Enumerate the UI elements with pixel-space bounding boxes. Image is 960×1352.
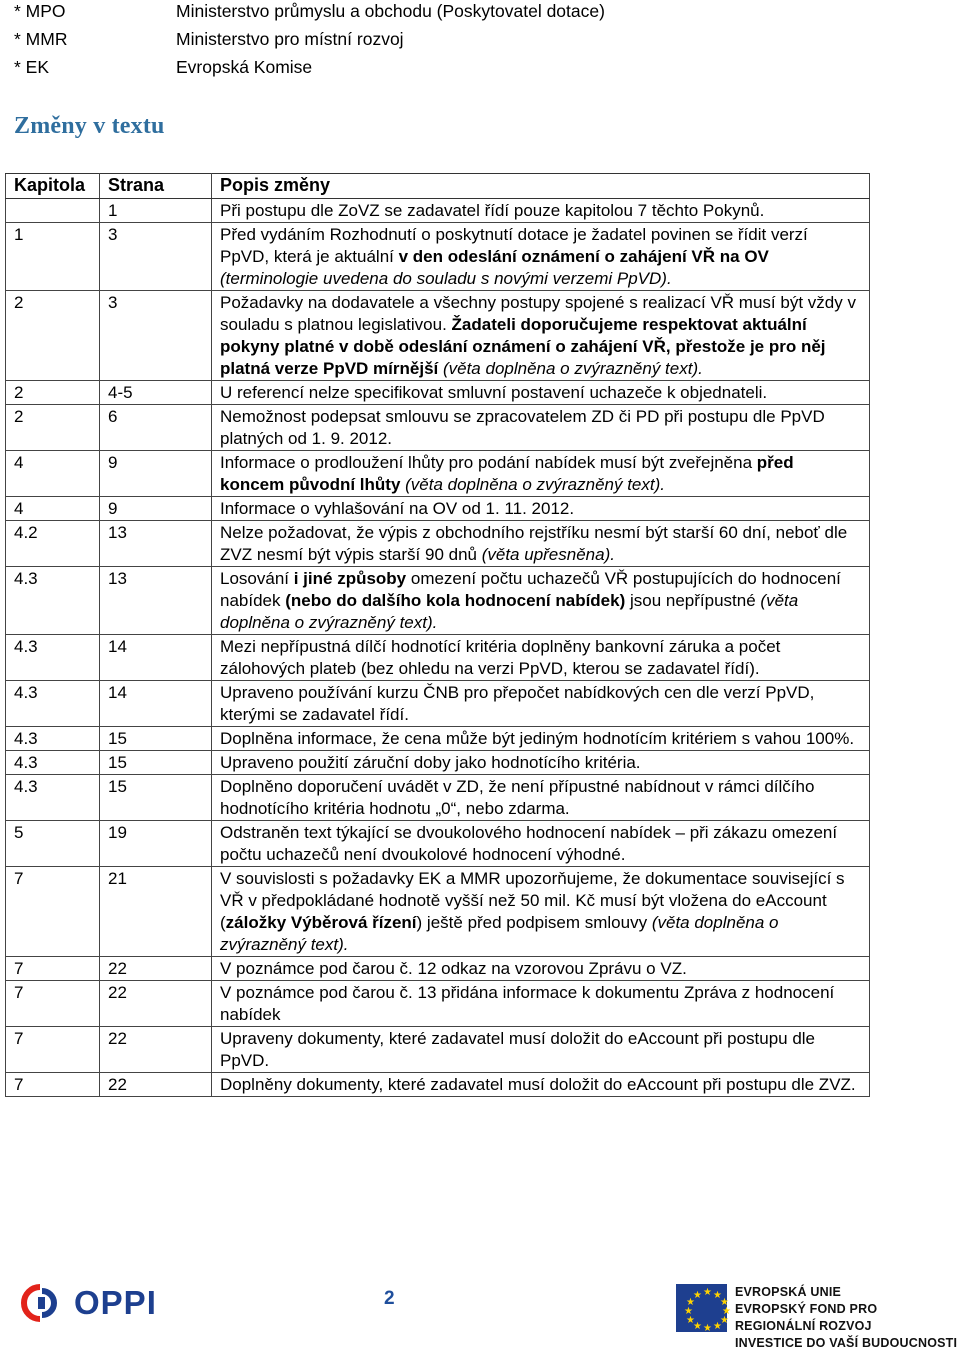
cell-kapitola: 2	[6, 405, 100, 451]
cell-kapitola: 4.3	[6, 635, 100, 681]
abbreviation-code: * EK	[14, 57, 50, 77]
cell-popis	[212, 635, 870, 681]
cell-strana: 14	[100, 635, 212, 681]
desc-segment: omezení počtu uchazečů VŘ postupujících do hodnocení nabídek	[220, 569, 841, 610]
desc-segment: Informace o prodloužení lhůty pro podání nabídek musí být zveřejněna	[220, 453, 757, 472]
desc-segment: Požadavky na dodavatele a všechny postupy spojené s realizací VŘ musí být vždy v souladu s platnou legislativou.	[220, 293, 856, 334]
page-number: 2	[384, 1288, 395, 1309]
cell-kapitola: 4.3	[6, 775, 100, 821]
column-header-popis: Popis změny	[212, 174, 870, 199]
cell-kapitola: 7	[6, 981, 100, 1027]
table-row	[6, 751, 870, 775]
cell-kapitola: 4	[6, 451, 100, 497]
cell-strana: 22	[100, 1027, 212, 1073]
cell-kapitola: 4	[6, 497, 100, 521]
cell-strana: 4-5	[100, 381, 212, 405]
cell-kapitola: 7	[6, 1073, 100, 1097]
cell-kapitola: 1	[6, 223, 100, 291]
table-row	[6, 1027, 870, 1073]
desc-segment: U referencí nelze specifikovat smluvní postavení uchazeče k objednateli.	[220, 383, 768, 402]
cell-kapitola: 4.2	[6, 521, 100, 567]
table-row	[6, 867, 870, 957]
abbreviation-row	[14, 28, 714, 56]
cell-popis	[212, 981, 870, 1027]
desc-segment: Upraveny dokumenty, které zadavatel musí doložit do eAccount při postupu dle PpVD.	[220, 1029, 816, 1070]
cell-strana: 9	[100, 451, 212, 497]
abbreviation-name: Ministerstvo průmyslu a obchodu (Poskytovatel dotace)	[176, 1, 605, 21]
column-header-strana: Strana	[100, 174, 212, 199]
cell-popis	[212, 567, 870, 635]
cell-strana: 3	[100, 223, 212, 291]
desc-segment: (věta upřesněna).	[481, 545, 615, 564]
cell-strana: 21	[100, 867, 212, 957]
cell-popis	[212, 497, 870, 521]
table-row	[6, 957, 870, 981]
desc-segment: Doplněny dokumenty, které zadavatel musí doložit do eAccount při postupu dle ZVZ.	[220, 1075, 856, 1094]
cell-strana: 15	[100, 751, 212, 775]
table-row	[6, 635, 870, 681]
cell-kapitola: 7	[6, 957, 100, 981]
desc-segment: Nemožnost podepsat smlouvu se zpracovatelem ZD či PD při postupu dle PpVD platných od 1. 9. 2012.	[220, 407, 825, 448]
desc-segment: jsou nepřípustné	[625, 591, 761, 610]
cell-strana: 22	[100, 1073, 212, 1097]
section-heading: Změny v textu	[14, 113, 165, 139]
cell-popis	[212, 223, 870, 291]
cell-popis	[212, 727, 870, 751]
cell-popis	[212, 957, 870, 981]
cell-strana: 15	[100, 775, 212, 821]
cell-strana: 22	[100, 981, 212, 1027]
cell-strana: 9	[100, 497, 212, 521]
cell-strana: 15	[100, 727, 212, 751]
table-row	[6, 381, 870, 405]
abbreviation-code: * MPO	[14, 1, 66, 21]
cell-kapitola: 7	[6, 867, 100, 957]
desc-segment: Doplněno doporučení uvádět v ZD, že není přípustné nabídnout v rámci dílčího hodnotícího kritéria hodnotu „0“, nebo zdarma.	[220, 777, 815, 818]
desc-segment: Mezi nepřípustná dílčí hodnotící kritéria doplněny bankovní záruka a počet zálohových plateb (bez ohledu na verzi PpVD, kterou se zadavatel řídí).	[220, 637, 781, 678]
cell-strana: 13	[100, 521, 212, 567]
abbreviation-row	[14, 0, 714, 28]
desc-segment: Upraveno použití záruční doby jako hodnotícího kritéria.	[220, 753, 641, 772]
eu-flag-icon: ★ ★ ★ ★ ★ ★ ★ ★ ★ ★ ★ ★	[676, 1284, 727, 1332]
desc-segment: V souvislosti s požadavky EK a MMR upozorňujeme, že dokumentace související s VŘ v předpokládané hodnotě vyšší než 50 mil. Kč musí být vložena do eAccount (	[220, 869, 845, 932]
desc-segment: i jiné způsoby	[293, 569, 407, 588]
cell-strana: 19	[100, 821, 212, 867]
cell-popis	[212, 867, 870, 957]
cell-popis	[212, 1027, 870, 1073]
table-row	[6, 775, 870, 821]
table-row	[6, 199, 870, 223]
cell-strana: 3	[100, 291, 212, 381]
oppi-mark-icon	[18, 1283, 68, 1323]
desc-segment: záložky Výběrová řízení	[225, 913, 417, 932]
cell-kapitola: 2	[6, 381, 100, 405]
cell-popis	[212, 821, 870, 867]
eu-line: EVROPSKÁ UNIE	[734, 1285, 842, 1299]
eu-line: EVROPSKÝ FOND PRO REGIONÁLNÍ ROZVOJ	[734, 1302, 878, 1333]
desc-segment: Před vydáním Rozhodnutí o poskytnutí dotace je žadatel povinen se řídit verzí PpVD, která je aktuální	[220, 225, 808, 266]
desc-segment: (věta doplněna o zvýrazněný text).	[438, 359, 703, 378]
cell-kapitola: 4.3	[6, 567, 100, 635]
cell-popis	[212, 681, 870, 727]
abbreviation-row	[14, 56, 714, 84]
cell-popis	[212, 775, 870, 821]
desc-segment: před koncem původní lhůty	[220, 453, 794, 494]
desc-segment: Upraveno používání kurzu ČNB pro přepočet nabídkových cen dle verzí PpVD, kterými se zadavatel řídí.	[220, 683, 815, 724]
table-header-row	[6, 174, 870, 199]
desc-segment: (terminologie uvedena do souladu s novými verzemi PpVD).	[220, 269, 672, 288]
column-header-kapitola: Kapitola	[6, 174, 100, 199]
table-row	[6, 291, 870, 381]
desc-segment: Doplněna informace, že cena může být jediným hodnotícím kritériem s vahou 100%.	[220, 729, 855, 748]
desc-segment: (věta doplněna o zvýrazněný text).	[220, 913, 779, 954]
cell-strana: 14	[100, 681, 212, 727]
desc-segment: Losování	[220, 569, 294, 588]
desc-segment: v den odeslání oznámení o zahájení VŘ na OV	[398, 247, 769, 266]
table-row	[6, 223, 870, 291]
changes-table	[5, 173, 870, 1097]
eu-logo	[676, 1284, 960, 1352]
cell-kapitola: 2	[6, 291, 100, 381]
cell-kapitola: 7	[6, 1027, 100, 1073]
oppi-logo	[18, 1283, 157, 1323]
cell-strana: 6	[100, 405, 212, 451]
cell-kapitola: 4.3	[6, 727, 100, 751]
cell-strana: 1	[100, 199, 212, 223]
cell-popis	[212, 199, 870, 223]
table-row	[6, 1073, 870, 1097]
table-row	[6, 405, 870, 451]
desc-segment: (nebo do dalšího kola hodnocení nabídek)	[285, 591, 626, 610]
abbreviation-name: Evropská Komise	[176, 57, 313, 77]
oppi-wordmark: OPPI	[74, 1284, 157, 1321]
desc-segment: V poznámce pod čarou č. 13 přidána informace k dokumentu Zpráva z hodnocení nabídek	[220, 983, 835, 1024]
cell-popis	[212, 1073, 870, 1097]
cell-strana: 13	[100, 567, 212, 635]
abbreviation-code: * MMR	[14, 29, 68, 49]
table-row	[6, 521, 870, 567]
cell-kapitola: 4.3	[6, 751, 100, 775]
cell-kapitola: 5	[6, 821, 100, 867]
table-row	[6, 981, 870, 1027]
cell-kapitola	[6, 199, 100, 223]
abbreviation-name: Ministerstvo pro místní rozvoj	[176, 29, 404, 49]
eu-line: INVESTICE DO VAŠÍ BUDOUCNOSTI	[734, 1336, 958, 1350]
table-row	[6, 681, 870, 727]
cell-strana: 22	[100, 957, 212, 981]
desc-segment: Žadateli doporučujeme respektovat aktuální pokyny platné v době odeslání oznámení o zahájení VŘ, přestože je pro něj platná verze PpVD mírnější	[220, 315, 826, 378]
table-row	[6, 821, 870, 867]
cell-popis	[212, 291, 870, 381]
cell-popis	[212, 751, 870, 775]
table-row	[6, 727, 870, 751]
table-row	[6, 451, 870, 497]
cell-popis	[212, 381, 870, 405]
eu-text	[735, 1284, 960, 1352]
desc-segment: V poznámce pod čarou č. 12 odkaz na vzorovou Zprávu o VZ.	[220, 959, 687, 978]
cell-popis	[212, 521, 870, 567]
desc-segment: Při postupu dle ZoVZ se zadavatel řídí pouze kapitolou 7 těchto Pokynů.	[220, 201, 765, 220]
cell-popis	[212, 405, 870, 451]
desc-segment: Informace o vyhlašování na OV od 1. 11. 2012.	[220, 499, 575, 518]
desc-segment: (věta doplněna o zvýrazněný text).	[400, 475, 665, 494]
cell-kapitola: 4.3	[6, 681, 100, 727]
abbreviation-list	[14, 0, 714, 84]
desc-segment: Odstraněn text týkající se dvoukolového hodnocení nabídek – při zákazu omezení počtu uchazečů není dvoukolové hodnocení výhodné.	[220, 823, 838, 864]
desc-segment: Nelze požadovat, že výpis z obchodního rejstříku nesmí být starší 60 dní, neboť dle ZVZ nesmí být výpis starší 90 dnů	[220, 523, 848, 564]
table-row	[6, 497, 870, 521]
table-row	[6, 567, 870, 635]
desc-segment: ) ještě před podpisem smlouvy	[416, 913, 652, 932]
cell-popis	[212, 451, 870, 497]
desc-segment: (věta doplněna o zvýrazněný text).	[220, 591, 799, 632]
